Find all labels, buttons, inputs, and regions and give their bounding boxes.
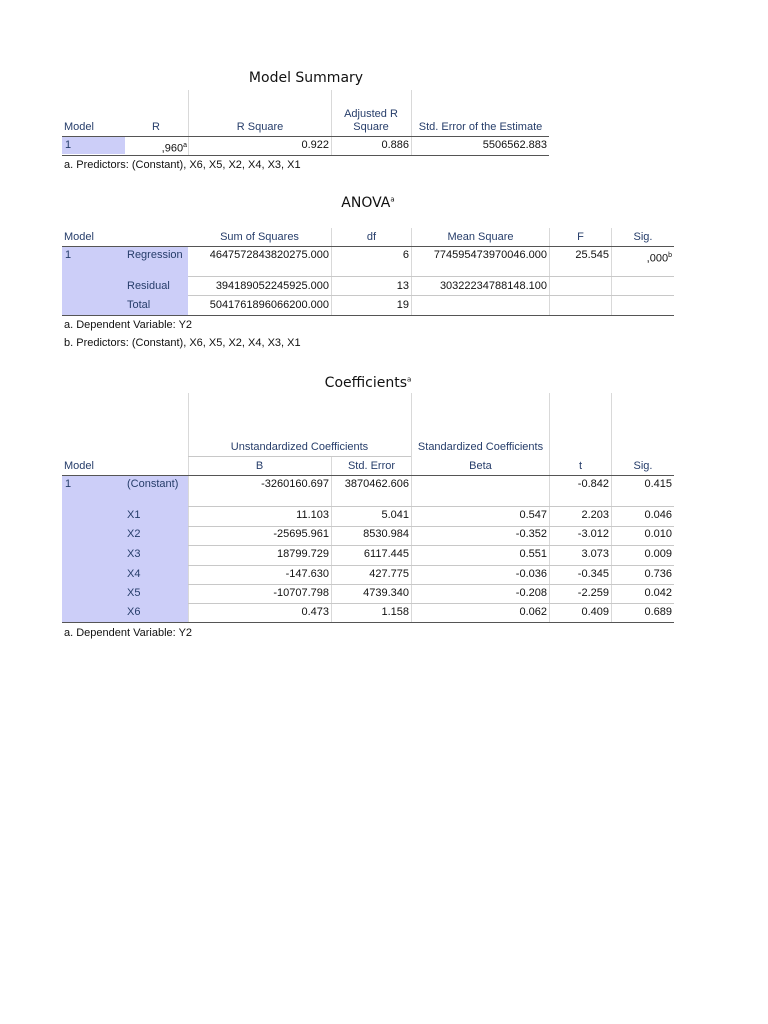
coef-row-b: -25695.961	[273, 528, 329, 540]
row-divider	[188, 276, 674, 277]
ms-bottom-rule	[62, 155, 549, 156]
anova-model: 1	[65, 249, 72, 261]
coef-header-standardized: Standardized Coefficients	[417, 441, 544, 453]
coef-row-se: 6117.445	[363, 548, 409, 560]
row-divider	[188, 506, 674, 507]
coef-row-beta: 0.551	[519, 548, 547, 560]
coef-footnote: a. Dependent Variable: Y2	[64, 627, 193, 639]
ms-row-r-square: 0.922	[301, 139, 329, 151]
coef-row-t: -2.259	[577, 587, 609, 599]
coef-row-beta: 0.547	[519, 509, 547, 521]
coef-header-std-error: Std. Error	[347, 460, 396, 472]
row-divider	[188, 295, 674, 296]
anova-row-ss: 5041761896066200.000	[209, 299, 329, 311]
anova-row-f: 25.545	[575, 249, 609, 261]
row-divider	[188, 526, 674, 527]
coef-row-se: 8530.984	[363, 528, 409, 540]
coef-header-model: Model	[64, 460, 94, 472]
coef-row-t: 0.409	[581, 606, 609, 618]
coef-row-sig: 0.689	[644, 606, 672, 618]
ms-header-model: Model	[64, 121, 94, 133]
anova-row-sig-sup: b	[668, 252, 672, 259]
anova-title	[268, 195, 468, 211]
coef-row-b: -147.630	[285, 568, 329, 580]
coef-row-b: 11.103	[296, 509, 329, 521]
coef-row-label: X2	[127, 528, 141, 540]
row-divider	[188, 584, 674, 585]
anova-row-ss: 394189052245925.000	[215, 280, 329, 292]
anova-bottom-rule	[62, 315, 674, 316]
coef-row-t: -0.345	[577, 568, 609, 580]
coef-header-b: B	[255, 460, 264, 472]
coef-header-beta: Beta	[469, 460, 492, 472]
ms-row-std-error: 5506562.883	[482, 139, 547, 151]
anova-footnote-a: a. Dependent Variable: Y2	[64, 319, 193, 331]
coef-row-t: 3.073	[581, 548, 609, 560]
coef-subheader-rule	[188, 456, 411, 457]
model-summary-title: Model Summary	[248, 70, 364, 86]
anova-row-ms: 30322234788148.100	[439, 280, 547, 292]
coef-row-t: -0.842	[577, 478, 609, 490]
coef-row-sig: 0.009	[644, 548, 672, 560]
coef-row-se: 427.775	[369, 568, 409, 580]
ms-footnote: a. Predictors: (Constant), X6, X5, X2, X4, X3, X1	[64, 159, 301, 171]
coef-row-label: X4	[127, 568, 141, 580]
coef-row-se: 5.041	[381, 509, 409, 521]
anova-row-df: 19	[396, 299, 409, 311]
anova-header-df: df	[366, 231, 377, 243]
coef-row-b: 0.473	[301, 606, 329, 618]
anova-header-f: F	[577, 231, 584, 243]
coef-row-label: (Constant)	[127, 478, 179, 490]
anova-footnote-b: b. Predictors: (Constant), X6, X5, X2, X4, X3, X1	[64, 337, 301, 349]
anova-header-model: Model	[64, 231, 94, 243]
coef-row-beta: 0.062	[519, 606, 547, 618]
ms-model-shade	[62, 137, 125, 154]
coef-row-sig: 0.736	[644, 568, 672, 580]
ms-header-adjusted-r: Adjusted R	[344, 108, 398, 120]
ms-header-adjusted-r-square: Square	[353, 121, 389, 133]
coef-row-b: -10707.798	[273, 587, 329, 599]
anova-row-df: 13	[396, 280, 409, 292]
anova-header-sig: Sig.	[633, 231, 653, 243]
coef-header-unstandardized: Unstandardized Coefficients	[230, 441, 369, 453]
anova-row-sig-value: ,000	[646, 252, 669, 265]
coef-row-sig: 0.415	[644, 478, 672, 490]
ms-header-r-square: R Square	[236, 121, 284, 133]
coef-row-t: 2.203	[581, 509, 609, 521]
coef-row-label: X5	[127, 587, 141, 599]
coef-row-label: X6	[127, 606, 141, 618]
ms-header-r: R	[152, 121, 160, 133]
anova-header-ms: Mean Square	[447, 231, 514, 243]
coef-model-shade	[62, 476, 188, 622]
anova-row-ms: 774595473970046.000	[433, 249, 547, 261]
coef-row-label: X1	[127, 509, 141, 521]
coef-row-beta: -0.208	[515, 587, 547, 599]
coef-row-sig: 0.010	[644, 528, 672, 540]
coef-row-b: -3260160.697	[261, 478, 329, 490]
anova-title-sup: a	[390, 195, 395, 204]
coefficients-title	[268, 375, 468, 391]
coef-header-sig: Sig.	[633, 460, 653, 472]
ms-row-r-value: ,960	[161, 142, 184, 155]
anova-row-ss: 4647572843820275.000	[209, 249, 329, 261]
anova-title-text: ANOVA	[341, 195, 391, 211]
coef-row-sig: 0.042	[644, 587, 672, 599]
coef-row-sig: 0.046	[644, 509, 672, 521]
coef-row-b: 18799.729	[277, 548, 329, 560]
anova-row-label: Total	[127, 299, 151, 311]
ms-row-model: 1	[65, 139, 72, 151]
coefficients-title-text: Coefficients	[324, 375, 408, 391]
coef-row-beta: -0.036	[515, 568, 547, 580]
coef-row-beta: -0.352	[515, 528, 547, 540]
coefficients-title-sup: a	[407, 375, 412, 384]
row-divider	[188, 565, 674, 566]
ms-row-r	[125, 139, 187, 156]
coef-row-se: 4739.340	[363, 587, 409, 599]
ms-header-std-error: Std. Error of the Estimate	[418, 121, 543, 133]
anova-row-sig	[612, 249, 672, 266]
coef-header-t: t	[578, 460, 583, 472]
row-divider	[188, 545, 674, 546]
anova-row-df: 6	[402, 249, 409, 261]
ms-header-rule	[62, 136, 549, 137]
coef-model: 1	[65, 478, 72, 490]
coef-bottom-rule	[62, 622, 674, 623]
coef-row-label: X3	[127, 548, 141, 560]
anova-header-ss: Sum of Squares	[220, 231, 299, 243]
coef-row-se: 3870462.606	[344, 478, 409, 490]
anova-row-label: Residual	[127, 280, 170, 292]
ms-row-adj-r-square: 0.886	[381, 139, 409, 151]
row-divider	[188, 603, 674, 604]
coef-row-t: -3.012	[577, 528, 609, 540]
anova-row-label: Regression	[127, 249, 183, 261]
coef-row-se: 1.158	[381, 606, 409, 618]
ms-row-r-sup: a	[183, 142, 187, 149]
